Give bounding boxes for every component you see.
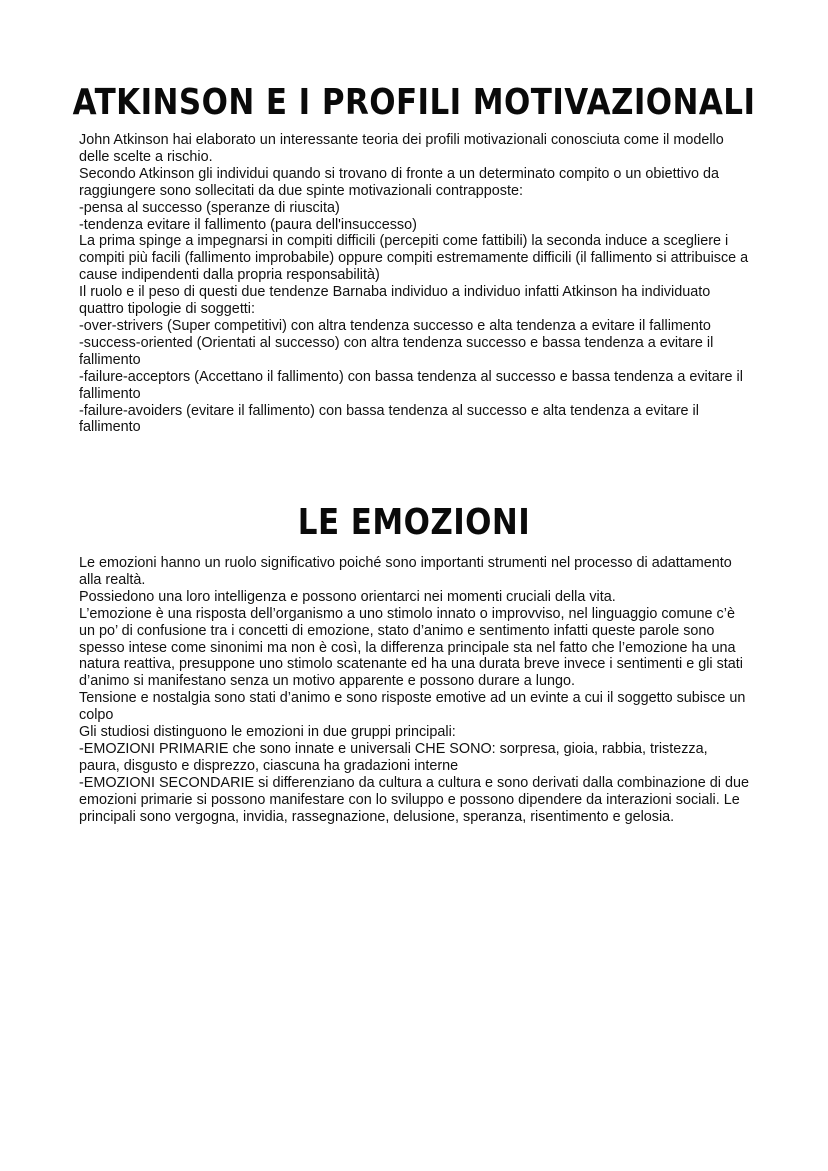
paragraph: L’emozione è una risposta dell’organismo a uno stimolo innato o improvviso, nel linguaggio comune c’è un po’ di confusione tra i concetti di emozione, stato d’animo e sentimento infatti queste parole sono spesso intese come sinonimi ma non è così, la differenza principale sta nel fatto che l’emozione ha una natura reattiva, presuppone uno stimolo scatenante ed ha una durata breve invece i sentimenti e gli stati d’animo si manifestano senza un motivo apparente e possono durare a lungo. [79, 605, 743, 690]
paragraph: Il ruolo e il peso di questi due tendenze Barnaba individuo a individuo infatti Atkinson ha individuato quattro tipologie di soggetti: [79, 284, 711, 318]
paragraph: La prima spinge a impegnarsi in compiti difficili (percepiti come fattibili) la seconda induce a scegliere i compiti più facili (fallimento improbabile) oppure compiti estremamente difficili (il fallimento si attribuisce a cause indipendenti dalla propria responsabilità) [79, 233, 749, 284]
paragraph: Secondo Atkinson gli individui quando si trovano di fronte a un determinato compito o un obiettivo da raggiungere sono sollecitati da due spinte motivazionali contrapposte: [79, 165, 719, 199]
list-item: -failure-avoiders (evitare il fallimento) con bassa tendenza al successo e alta tendenza a evitare il fallimento [79, 402, 699, 436]
list-item: -EMOZIONI PRIMARIE che sono innate e universali CHE SONO: sorpresa, gioia, rabbia, tristezza, paura, disgusto e disprezzo, ciascuna ha gradazioni interne [79, 740, 708, 774]
paragraph: Possiedono una loro intelligenza e possono orientarci nei momenti cruciali della vita. [79, 588, 616, 605]
section-title-atkinson: ATKINSON E I PROFILI MOTIVAZIONALI [72, 82, 756, 123]
paragraph: Tensione e nostalgia sono stati d’animo e sono risposte emotive ad un evinte a cui il soggetto subisce un colpo [79, 690, 746, 724]
paragraph: Le emozioni hanno un ruolo significativo poiché sono importanti strumenti nel processo di adattamento alla realtà. [79, 555, 732, 588]
section-body-emozioni [79, 555, 751, 826]
list-item: -over-strivers (Super competitivi) con altra tendenza successo e alta tendenza a evitare il fallimento [79, 317, 711, 334]
list-item: -failure-acceptors (Accettano il fallimento) con bassa tendenza al successo e bassa tendenza a evitare il fallimento [79, 368, 743, 402]
paragraph: Gli studiosi distinguono le emozioni in due gruppi principali: [79, 724, 456, 741]
list-item: -EMOZIONI SECONDARIE si differenziano da cultura a cultura e sono derivati dalla combinazione di due emozioni primarie si possono manifestare con lo sviluppo e possono dipendere da interazioni sociali. Le principali sono vergogna, invidia, rassegnazione, delusione, speranza, risentimento e gelosia. [79, 774, 750, 825]
paragraph: John Atkinson hai elaborato un interessante teoria dei profili motivazionali conosciuta come il modello delle scelte a rischio. [79, 132, 724, 165]
list-item: -tendenza evitare il fallimento (paura dell'insuccesso) [79, 216, 417, 233]
list-item: -success-oriented (Orientati al successo) con altra tendenza successo e bassa tendenza a evitare il fallimento [79, 334, 714, 368]
list-item: -pensa al successo (speranze di riuscita) [79, 199, 340, 216]
section-title-emozioni: LE EMOZIONI [297, 502, 531, 543]
section-body-atkinson [79, 132, 751, 436]
